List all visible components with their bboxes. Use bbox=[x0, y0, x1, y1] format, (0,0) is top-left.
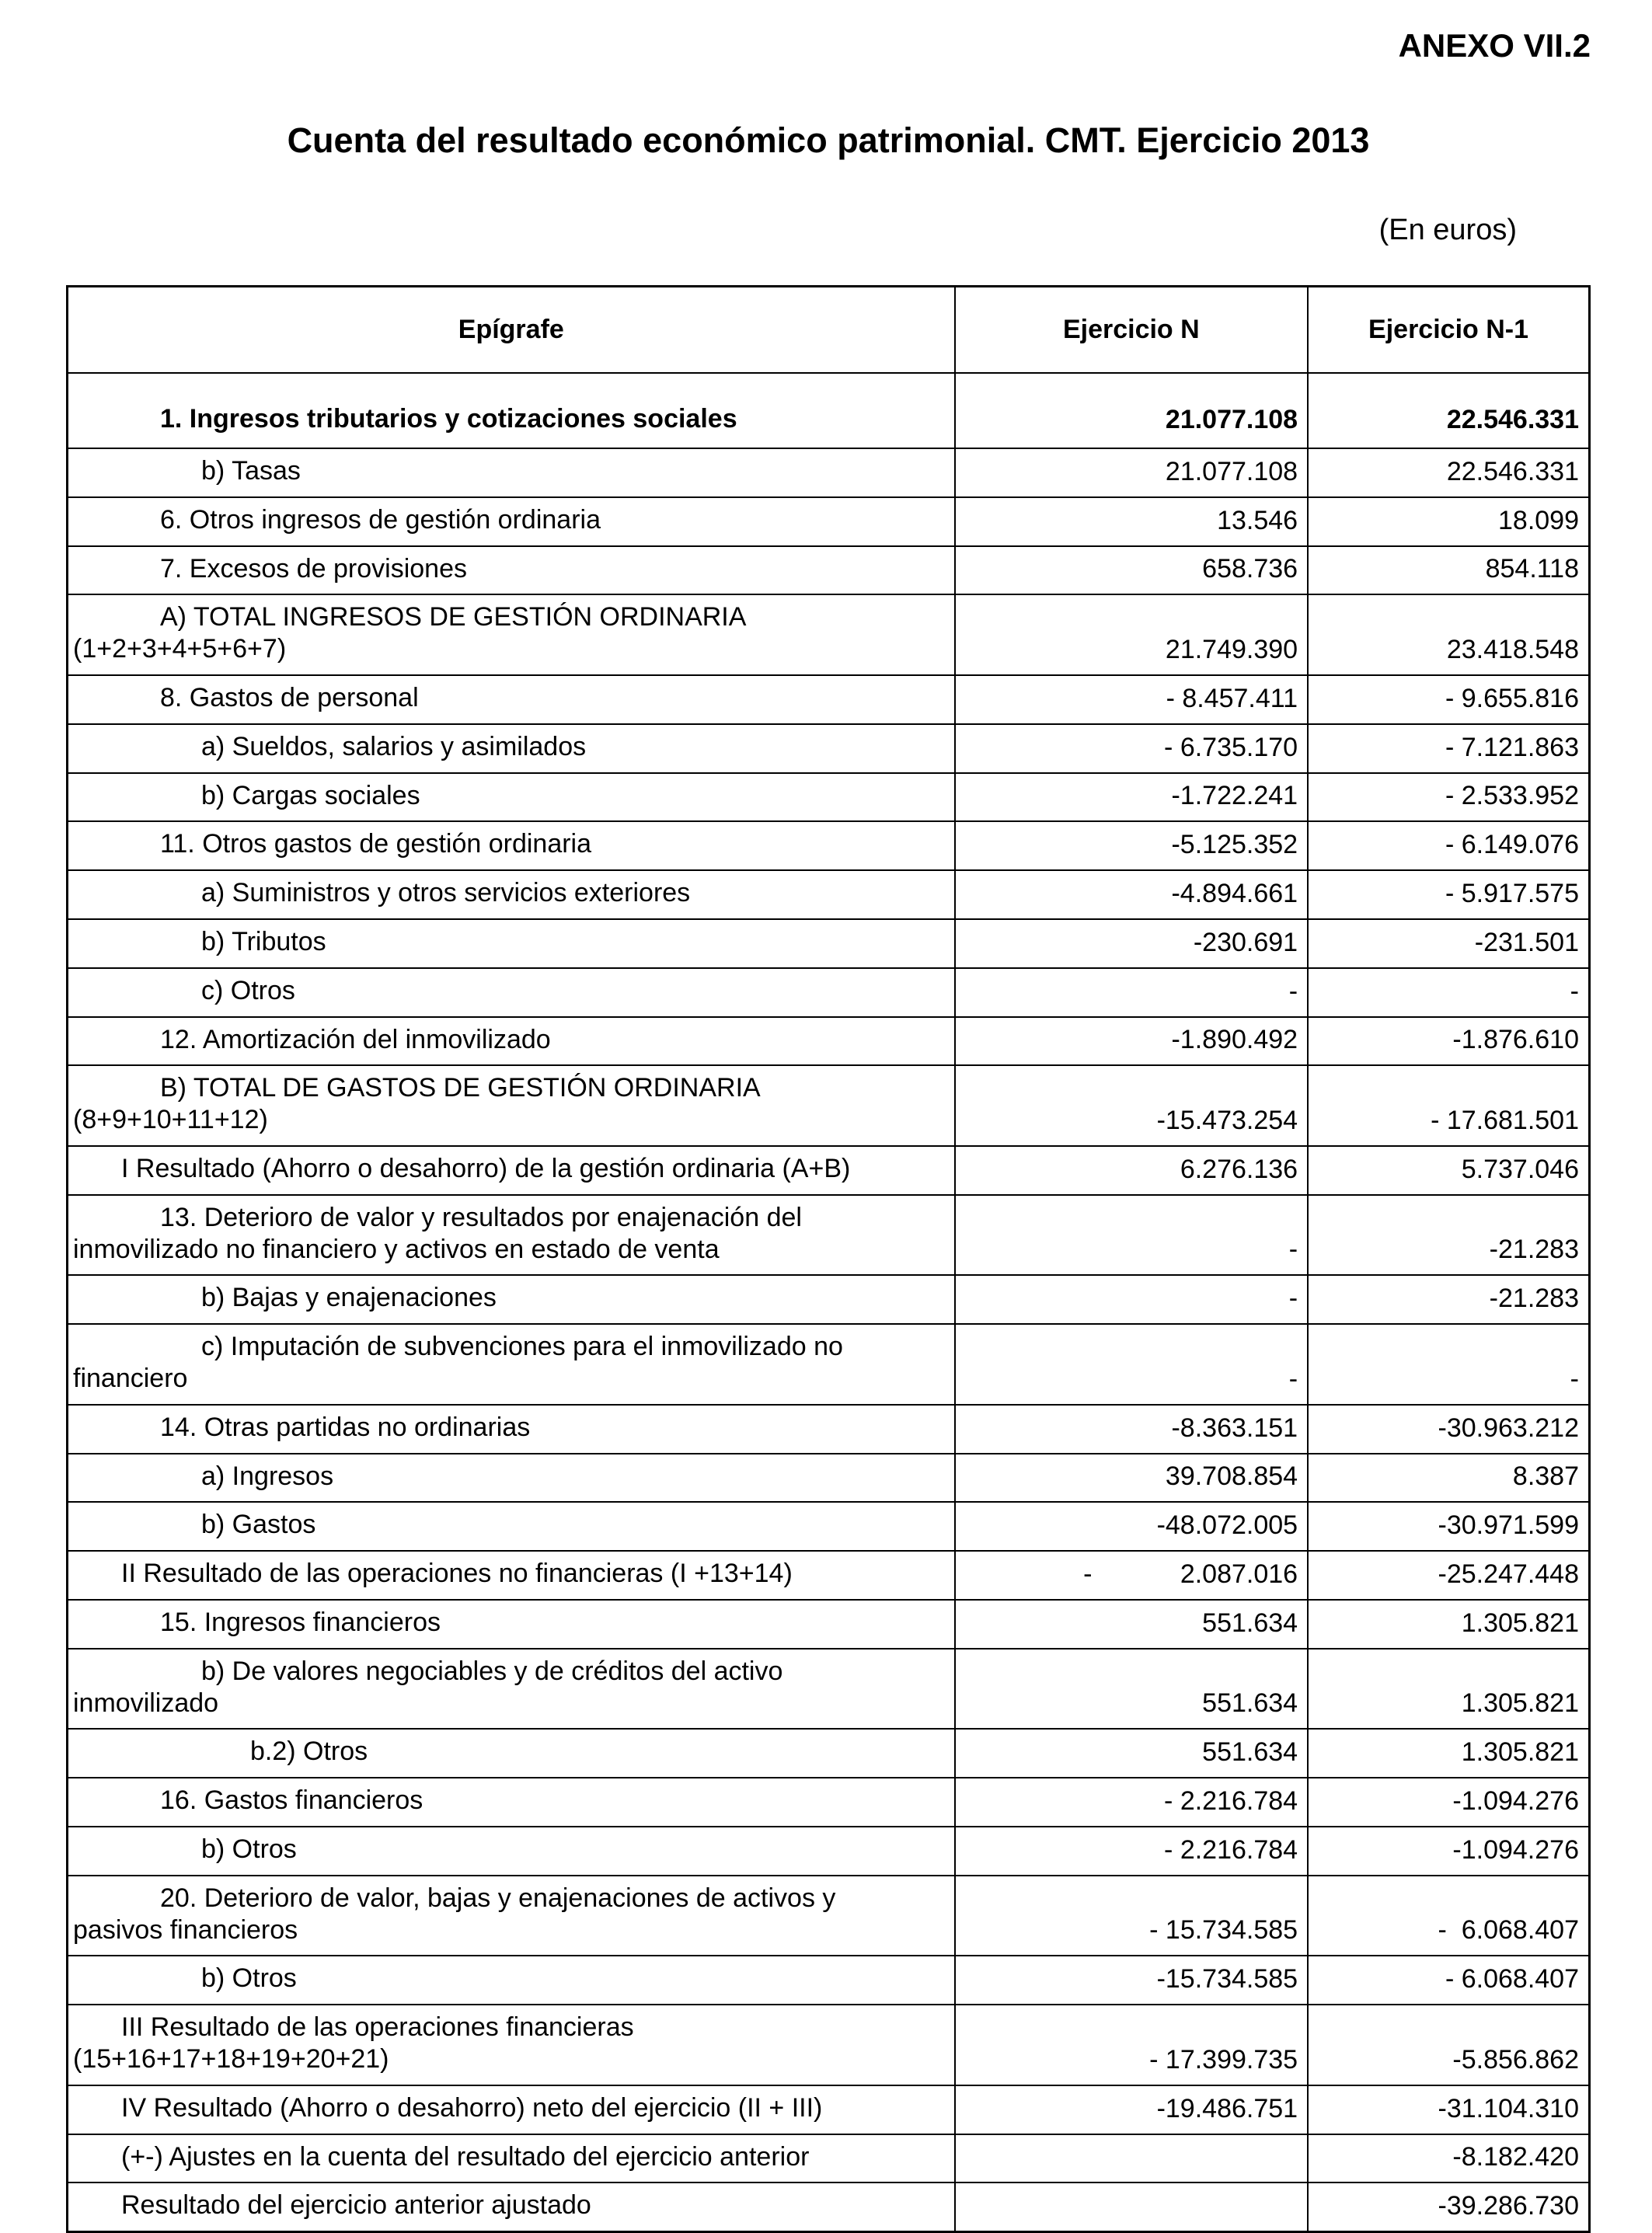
table-row bbox=[68, 870, 1590, 919]
row-label: 1. Ingresos tributarios y cotizaciones sociales bbox=[160, 404, 737, 434]
row-label: c) Otros bbox=[201, 975, 295, 1005]
ejercicio-n-cell: - 2.087.016 bbox=[955, 1551, 1308, 1600]
ejercicio-n1-cell: - 6.149.076 bbox=[1308, 821, 1589, 870]
epigrafe-cell bbox=[68, 1454, 955, 1503]
row-label: c) Imputación de subvenciones para el inmovilizado no bbox=[201, 1332, 843, 1362]
ejercicio-n-cell: -4.894.661 bbox=[955, 870, 1308, 919]
row-label: (+-) Ajustes en la cuenta del resultado del ejercicio anterior bbox=[121, 2141, 810, 2172]
ejercicio-n1-cell: 8.387 bbox=[1308, 1454, 1589, 1503]
row-label: b) Tasas bbox=[201, 456, 301, 486]
epigrafe-cell bbox=[68, 870, 955, 919]
row-label: b) Tributos bbox=[201, 927, 326, 957]
table-row bbox=[68, 968, 1590, 1017]
ejercicio-n1-cell: -30.963.212 bbox=[1308, 1405, 1589, 1454]
ejercicio-n-cell: -5.125.352 bbox=[955, 821, 1308, 870]
epigrafe-cell bbox=[68, 1827, 955, 1876]
ejercicio-n1-cell: - 6.068.407 bbox=[1308, 1876, 1589, 1956]
ejercicio-n1-cell: 18.099 bbox=[1308, 497, 1589, 546]
row-label: a) Suministros y otros servicios exteriores bbox=[201, 878, 691, 908]
epigrafe-cell bbox=[68, 1275, 955, 1324]
ejercicio-n1-cell: -1.094.276 bbox=[1308, 1827, 1589, 1876]
row-label-continued: (15+16+17+18+19+20+21) bbox=[73, 2043, 389, 2074]
table-row bbox=[68, 2005, 1590, 2085]
ejercicio-n-cell: -15.734.585 bbox=[955, 1956, 1308, 2005]
row-label: a) Ingresos bbox=[201, 1461, 334, 1491]
ejercicio-n1-cell: 854.118 bbox=[1308, 546, 1589, 595]
epigrafe-cell bbox=[68, 448, 955, 497]
epigrafe-cell bbox=[68, 1017, 955, 1066]
epigrafe-cell bbox=[68, 919, 955, 968]
table-row bbox=[68, 1956, 1590, 2005]
row-label-continued: inmovilizado bbox=[73, 1688, 219, 1718]
ejercicio-n-cell: - 2.216.784 bbox=[955, 1778, 1308, 1827]
row-label: 12. Amortización del inmovilizado bbox=[160, 1024, 551, 1054]
table-header bbox=[68, 287, 1590, 373]
currency-note: (En euros) bbox=[1378, 213, 1517, 246]
row-label-continued: (8+9+10+11+12) bbox=[73, 1105, 268, 1135]
column-header-epigrafe: Epígrafe bbox=[68, 287, 955, 373]
epigrafe-cell bbox=[68, 1876, 955, 1956]
epigrafe-cell bbox=[68, 1778, 955, 1827]
ejercicio-n1-cell: - 2.533.952 bbox=[1308, 773, 1589, 822]
row-label-continued: inmovilizado no financiero y activos en estado de venta bbox=[73, 1234, 720, 1264]
row-label: 16. Gastos financieros bbox=[160, 1785, 423, 1816]
ejercicio-n-cell: - bbox=[955, 1275, 1308, 1324]
ejercicio-n-cell: -230.691 bbox=[955, 919, 1308, 968]
annex-label: ANEXO VII.2 bbox=[1398, 27, 1591, 64]
ejercicio-n1-cell: -8.182.420 bbox=[1308, 2134, 1589, 2183]
ejercicio-n-cell bbox=[955, 2134, 1308, 2183]
table-row bbox=[68, 1827, 1590, 1876]
row-label: a) Sueldos, salarios y asimilados bbox=[201, 731, 587, 761]
table-row bbox=[68, 675, 1590, 724]
row-label: 8. Gastos de personal bbox=[160, 683, 419, 713]
row-label: A) TOTAL INGRESOS DE GESTIÓN ORDINARIA bbox=[160, 602, 747, 632]
table-row bbox=[68, 1017, 1590, 1066]
ejercicio-n-cell bbox=[955, 2182, 1308, 2231]
epigrafe-cell bbox=[68, 1324, 955, 1405]
ejercicio-n-cell: 658.736 bbox=[955, 546, 1308, 595]
epigrafe-cell bbox=[68, 773, 955, 822]
epigrafe-cell bbox=[68, 1956, 955, 2005]
row-label: b) Cargas sociales bbox=[201, 780, 420, 810]
row-label: b) Bajas y enajenaciones bbox=[201, 1283, 497, 1313]
table-row bbox=[68, 546, 1590, 595]
ejercicio-n1-cell: -1.876.610 bbox=[1308, 1017, 1589, 1066]
table-row bbox=[68, 919, 1590, 968]
row-label: I Resultado (Ahorro o desahorro) de la gestión ordinaria (A+B) bbox=[121, 1154, 851, 1184]
table-row bbox=[68, 1600, 1590, 1649]
table-row bbox=[68, 2134, 1590, 2183]
row-label: II Resultado de las operaciones no financieras (I +13+14) bbox=[121, 1559, 793, 1589]
row-label: b) Otros bbox=[201, 1963, 297, 1994]
table-row bbox=[68, 2085, 1590, 2134]
row-label: 11. Otros gastos de gestión ordinaria bbox=[160, 829, 592, 859]
row-label: b) Gastos bbox=[201, 1510, 316, 1540]
ejercicio-n1-cell: 22.546.331 bbox=[1308, 448, 1589, 497]
table-row bbox=[68, 821, 1590, 870]
ejercicio-n1-cell: 1.305.821 bbox=[1308, 1729, 1589, 1778]
ejercicio-n1-cell: -231.501 bbox=[1308, 919, 1589, 968]
page-title: Cuenta del resultado económico patrimonial. CMT. Ejercicio 2013 bbox=[287, 120, 1370, 161]
ejercicio-n1-cell: - bbox=[1308, 968, 1589, 1017]
ejercicio-n1-cell: 5.737.046 bbox=[1308, 1146, 1589, 1195]
ejercicio-n1-cell: -31.104.310 bbox=[1308, 2085, 1589, 2134]
ejercicio-n1-cell: -21.283 bbox=[1308, 1195, 1589, 1276]
ejercicio-n-cell: 21.749.390 bbox=[955, 594, 1308, 675]
ejercicio-n1-cell: 22.546.331 bbox=[1308, 373, 1589, 448]
ejercicio-n-cell: -48.072.005 bbox=[955, 1502, 1308, 1551]
row-label-continued: (1+2+3+4+5+6+7) bbox=[73, 634, 287, 664]
column-header-ejercicio-n: Ejercicio N bbox=[955, 287, 1308, 373]
row-label: b) De valores negociables y de créditos del activo bbox=[201, 1656, 783, 1686]
ejercicio-n-cell: -15.473.254 bbox=[955, 1065, 1308, 1146]
row-label: B) TOTAL DE GASTOS DE GESTIÓN ORDINARIA bbox=[160, 1073, 761, 1103]
ejercicio-n-cell: - 6.735.170 bbox=[955, 724, 1308, 773]
ejercicio-n1-cell: -1.094.276 bbox=[1308, 1778, 1589, 1827]
row-label: Resultado del ejercicio anterior ajustado bbox=[121, 2190, 591, 2221]
ejercicio-n1-cell: - 17.681.501 bbox=[1308, 1065, 1589, 1146]
ejercicio-n-cell: 551.634 bbox=[955, 1649, 1308, 1730]
ejercicio-n-cell: 13.546 bbox=[955, 497, 1308, 546]
table-row bbox=[68, 373, 1590, 448]
epigrafe-cell bbox=[68, 373, 955, 448]
ejercicio-n-cell: - 17.399.735 bbox=[955, 2005, 1308, 2085]
epigrafe-cell bbox=[68, 1405, 955, 1454]
row-label-continued: pasivos financieros bbox=[73, 1914, 298, 1945]
epigrafe-cell bbox=[68, 675, 955, 724]
ejercicio-n-cell: - bbox=[955, 1324, 1308, 1405]
row-label: 6. Otros ingresos de gestión ordinaria bbox=[160, 504, 601, 535]
ejercicio-n-cell: -1.890.492 bbox=[955, 1017, 1308, 1066]
epigrafe-cell bbox=[68, 1502, 955, 1551]
epigrafe-cell bbox=[68, 968, 955, 1017]
epigrafe-cell bbox=[68, 2085, 955, 2134]
ejercicio-n-cell: 551.634 bbox=[955, 1600, 1308, 1649]
ejercicio-n1-cell: -5.856.862 bbox=[1308, 2005, 1589, 2085]
table-row bbox=[68, 773, 1590, 822]
ejercicio-n-cell: -8.363.151 bbox=[955, 1405, 1308, 1454]
epigrafe-cell bbox=[68, 724, 955, 773]
table-row bbox=[68, 1195, 1590, 1276]
row-label-continued: financiero bbox=[73, 1364, 188, 1394]
ejercicio-n-cell: 6.276.136 bbox=[955, 1146, 1308, 1195]
table-row bbox=[68, 1065, 1590, 1146]
ejercicio-n1-cell: 1.305.821 bbox=[1308, 1600, 1589, 1649]
table-row bbox=[68, 724, 1590, 773]
ejercicio-n-cell: - 2.216.784 bbox=[955, 1827, 1308, 1876]
ejercicio-n1-cell: -25.247.448 bbox=[1308, 1551, 1589, 1600]
epigrafe-cell bbox=[68, 821, 955, 870]
table-row bbox=[68, 1551, 1590, 1600]
table-row bbox=[68, 2182, 1590, 2231]
table-row bbox=[68, 1649, 1590, 1730]
epigrafe-cell bbox=[68, 1649, 955, 1730]
table-body bbox=[68, 373, 1590, 2231]
row-label: III Resultado de las operaciones financieras bbox=[121, 2012, 634, 2043]
ejercicio-n1-cell: - 7.121.863 bbox=[1308, 724, 1589, 773]
table-row bbox=[68, 448, 1590, 497]
ejercicio-n-cell: 39.708.854 bbox=[955, 1454, 1308, 1503]
table-row bbox=[68, 497, 1590, 546]
epigrafe-cell bbox=[68, 2005, 955, 2085]
epigrafe-cell bbox=[68, 594, 955, 675]
ejercicio-n-cell: -19.486.751 bbox=[955, 2085, 1308, 2134]
ejercicio-n1-cell: -39.286.730 bbox=[1308, 2182, 1589, 2231]
ejercicio-n1-cell: -30.971.599 bbox=[1308, 1502, 1589, 1551]
table-row bbox=[68, 1778, 1590, 1827]
row-label: 7. Excesos de provisiones bbox=[160, 553, 467, 584]
ejercicio-n1-cell: 1.305.821 bbox=[1308, 1649, 1589, 1730]
epigrafe-cell bbox=[68, 1600, 955, 1649]
header-row bbox=[68, 287, 1590, 373]
table-row bbox=[68, 1405, 1590, 1454]
epigrafe-cell bbox=[68, 2182, 955, 2231]
ejercicio-n1-cell: -21.283 bbox=[1308, 1275, 1589, 1324]
table-row bbox=[68, 1876, 1590, 1956]
epigrafe-cell bbox=[68, 1551, 955, 1600]
ejercicio-n-cell: - bbox=[955, 1195, 1308, 1276]
table-row bbox=[68, 1324, 1590, 1405]
ejercicio-n-cell: - bbox=[955, 968, 1308, 1017]
epigrafe-cell bbox=[68, 2134, 955, 2183]
epigrafe-cell bbox=[68, 1729, 955, 1778]
epigrafe-cell bbox=[68, 546, 955, 595]
ejercicio-n-cell: -1.722.241 bbox=[955, 773, 1308, 822]
row-label: 14. Otras partidas no ordinarias bbox=[160, 1412, 531, 1442]
ejercicio-n1-cell: 23.418.548 bbox=[1308, 594, 1589, 675]
ejercicio-n-cell: 21.077.108 bbox=[955, 448, 1308, 497]
row-label: 13. Deterioro de valor y resultados por enajenación del bbox=[160, 1202, 802, 1232]
row-label: IV Resultado (Ahorro o desahorro) neto del ejercicio (II + III) bbox=[121, 2092, 823, 2123]
row-label: 20. Deterioro de valor, bajas y enajenaciones de activos y bbox=[160, 1883, 836, 1913]
column-header-ejercicio-n1: Ejercicio N-1 bbox=[1308, 287, 1589, 373]
row-label: b) Otros bbox=[201, 1834, 297, 1864]
ejercicio-n-cell: 21.077.108 bbox=[955, 373, 1308, 448]
epigrafe-cell bbox=[68, 497, 955, 546]
epigrafe-cell bbox=[68, 1195, 955, 1276]
ejercicio-n1-cell: - 9.655.816 bbox=[1308, 675, 1589, 724]
table-row bbox=[68, 1502, 1590, 1551]
table-row bbox=[68, 594, 1590, 675]
financial-table bbox=[66, 285, 1591, 2233]
table-row bbox=[68, 1454, 1590, 1503]
row-label: 15. Ingresos financieros bbox=[160, 1608, 441, 1637]
ejercicio-n-cell: 551.634 bbox=[955, 1729, 1308, 1778]
ejercicio-n-cell: - 8.457.411 bbox=[955, 675, 1308, 724]
ejercicio-n1-cell: - 5.917.575 bbox=[1308, 870, 1589, 919]
row-label: b.2) Otros bbox=[250, 1737, 368, 1767]
epigrafe-cell bbox=[68, 1146, 955, 1195]
ejercicio-n-cell: - 15.734.585 bbox=[955, 1876, 1308, 1956]
table-row bbox=[68, 1275, 1590, 1324]
epigrafe-cell bbox=[68, 1065, 955, 1146]
ejercicio-n1-cell: - bbox=[1308, 1324, 1589, 1405]
ejercicio-n1-cell: - 6.068.407 bbox=[1308, 1956, 1589, 2005]
table-row bbox=[68, 1146, 1590, 1195]
table-row bbox=[68, 1729, 1590, 1778]
